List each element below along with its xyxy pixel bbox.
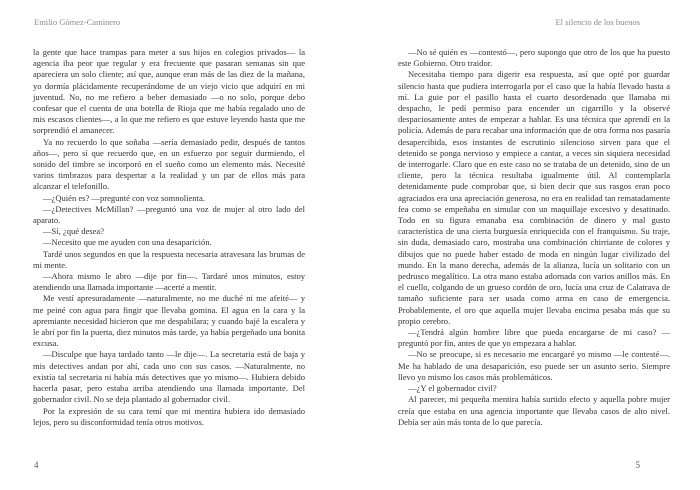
paragraph: —¿Quién es? —pregunté con voz somnolienta. [43,192,205,203]
paragraph: Ya no recuerdo lo que soñaba —sería demasiado pedir, después de tantos años—, pero sí que recuerdo que, en un esfuerzo por seguir durmiendo, el sonido del timbre se incorporó en el sueño como un elemento más. Necesité varios timbrazos para despertar a la realidad y un par de ellos más para alcanzar el telefonillo. [33,136,305,192]
paragraph: —Necesito que me ayuden con una desaparición. [43,237,212,248]
page-number: 4 [34,460,39,470]
paragraph: Tardé unos segundos en que la respuesta necesaria atravesara las brumas de mi mente. [33,248,305,270]
running-head-title: El silencio de los buenos [555,17,640,27]
paragraph: —¿Detectives McMillan? —preguntó una voz de mujer al otro lado del aparato. [33,203,305,226]
right-body-text [398,47,670,428]
paragraph: —¿Y el gobernador civil? [408,383,497,394]
paragraph: —No se preocupe, si es necesario me encargaré yo mismo —le contesté—. Me ha hablado de una desaparición, eso puede ser un asunto serio. Siempre llevo yo mismo los casos más problemáticos. [398,349,670,382]
left-body-text [33,47,305,428]
right-page [350,0,700,490]
paragraph: Al parecer, mi pequeña mentira había surtido efecto y aquella pobre mujer creía que estaba en una agencia importante que llevaba casos de alto nivel. Debía ser aún más tonta de lo que parecía. [398,394,670,427]
paragraph: la gente que hace trampas para meter a sus hijos en colegios privados— la agencia iba peor que regular y era frecuente que pasaran semanas sin que apareciera un solo cliente; así que, aunque eran más de las diez de la mañana, yo dormía plácidamente recuperándome de un viejo vicio que adquirí en mi juventud. No, no me refiero a beber demasiado —o no solo, porque debo confesar que el cuenta de una botella de Rioja que me había regalado uno de mis escasos clientes—, a lo que me refiero es que estuve leyendo hasta que me sorprendió el amanecer. [33,47,305,136]
paragraph: —Disculpe que haya tardado tanto —le dije—. La secretaria está de baja y mis detectives andan por ahí, cada uno con sus casos. —Naturalmente, no existía tal secretaria ni había más detectives que yo mismo—. Hubiera debido hacerla pasar, pero estaba arriba atendiendo una llamada importante. Del gobernador civil. No se deja plantado al gobernador civil. [33,349,305,405]
paragraph: Por la expresión de su cara temí que mi mentira hubiera ido demasiado lejos, pero su disconformidad tenía otros motivos. [33,405,305,427]
paragraph: —Ahora mismo le abro —dije por fin—. Tardaré unos minutos, estoy atendiendo una llamada importante —acerté a mentir. [33,271,305,293]
paragraph: —No sé quién es —contestó—, pero supongo que otro de los que ha puesto este Gobierno. Otro traidor. [398,47,670,69]
page-number: 5 [635,460,640,470]
running-head-author: Emilio Gómez-Caminero [34,17,121,27]
paragraph: Me vestí apresuradamente —naturalmente, no me duché ni me afeité— y me peiné con agua para fingir que llevaba gomina. El agua en la cara y la apremiante necesidad hicieron que me despabilara; y cuando bajé la escalera y le abrí por fin la puerta, diez minutos más tarde, ya había pergeñado una bonita excusa. [33,293,305,349]
paragraph: Necesitaba tiempo para digerir esa respuesta, así que opté por guardar silencio hasta que pudiera interrogarla por el caso que la había llevado hasta a mí. La guie por el pasillo hasta el cuarto desordenado que llamaba mi despacho, le pedí permiso para encender un cigarrillo y la observé despaciosamente antes de empezar a hablar. Es una técnica que aprendí en la policía. Además de para recabar una información que de otra forma nos pasaría desapercibida, esos instantes de escrutinio silencioso sirven para que el detenido se ponga nervioso y empiece a cantar, a veces sin siquiera necesidad de interrogarle. Claro que en este caso no se trataba de un detenido, sino de un cliente, pero la técnica resultaba igualmente útil. Al contemplarla detenidamente pude comprobar que, si bien decir que sus rasgos eran poco agraciados era una apreciación generosa, no era en realidad tan rematadamente fea como se empeñaba en simular con un maquillaje excesivo y desatinado. Todo en su figura emanaba esa combinación de dinero y mal gusto característica de una cierta burguesía enriquecida con el franquismo. Su traje, sin duda, demasiado caro, mostraba una combinación chirriante de colores y dibujos que no puede haber estado de moda en ningún lugar civilizado del mundo. En la mano derecha, además de la alianza, lucía un solitario con un pedrusco megalítico. La otra mano estaba adornada con varios anillos más. En el cuello, colgando de un grueso cordón de oro, lucía una cruz de Calatrava de tamaño suficiente para ser usada como arma en caso de emergencia. Probablemente, el oro que aquella mujer llevaba encima pesaba más que su propio cerebro. [398,69,670,326]
paragraph: —Sí, ¿qué desea? [43,226,104,237]
paragraph: —¿Tendrá algún hombre libre que pueda encargarse de mi caso? —preguntó por fin, antes de que yo empezara a hablar. [398,327,670,349]
